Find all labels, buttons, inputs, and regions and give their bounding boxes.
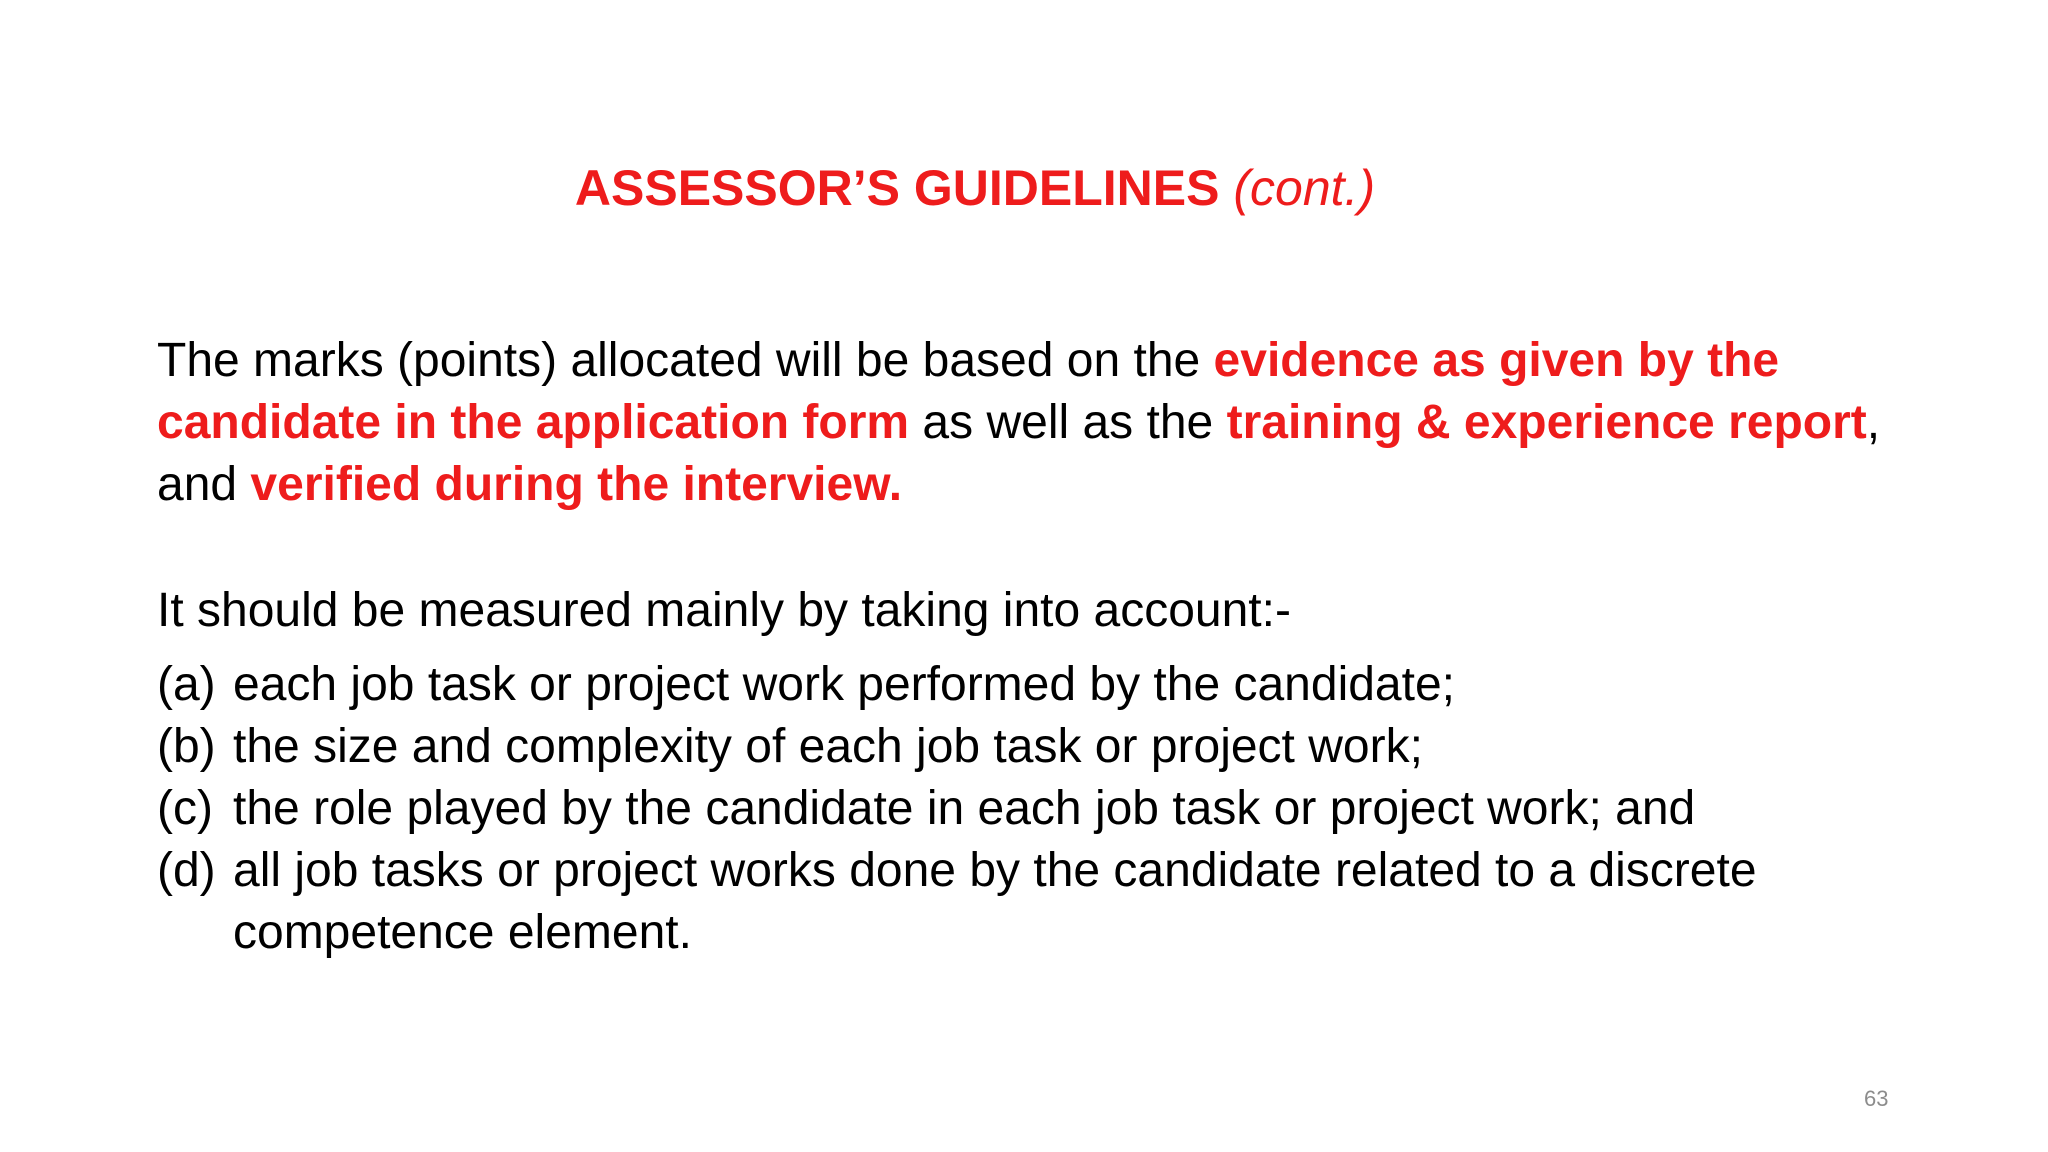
para-text-2: as well as the [909, 396, 1227, 449]
criteria-list [157, 654, 1917, 964]
title-main: ASSESSOR’S GUIDELINES [574, 160, 1220, 216]
list-item [157, 840, 1917, 964]
para-highlight-1: evidence as given by the candidate in the application form [157, 334, 1780, 449]
list-marker: (b) [157, 720, 216, 773]
list-marker: (a) [157, 658, 216, 711]
para-text-1: The marks (points) allocated will be based on the [157, 334, 1214, 387]
list-item [157, 778, 1917, 840]
list-item-text: all job tasks or project works done by the candidate related to a discrete competence element. [233, 844, 1757, 959]
list-item-text: the size and complexity of each job task or project work; [233, 720, 1423, 773]
title-subtitle: (cont.) [1233, 160, 1376, 216]
lead-sentence: It should be measured mainly by taking into account:- [157, 584, 1291, 637]
list-marker: (d) [157, 844, 216, 897]
page-number: 63 [1864, 1086, 1889, 1111]
slide-title [0, 158, 1950, 218]
intro-paragraph [157, 330, 1917, 516]
para-text-3: , and [157, 396, 1881, 511]
list-item [157, 716, 1917, 778]
list-item-text: the role played by the candidate in each job task or project work; and [233, 782, 1696, 835]
list-item-text: each job task or project work performed by the candidate; [233, 658, 1455, 711]
para-highlight-2: training & experience report [1226, 396, 1867, 449]
list-marker: (c) [157, 782, 213, 835]
para-highlight-3: verified during the interview. [250, 458, 903, 511]
list-item [157, 654, 1917, 716]
